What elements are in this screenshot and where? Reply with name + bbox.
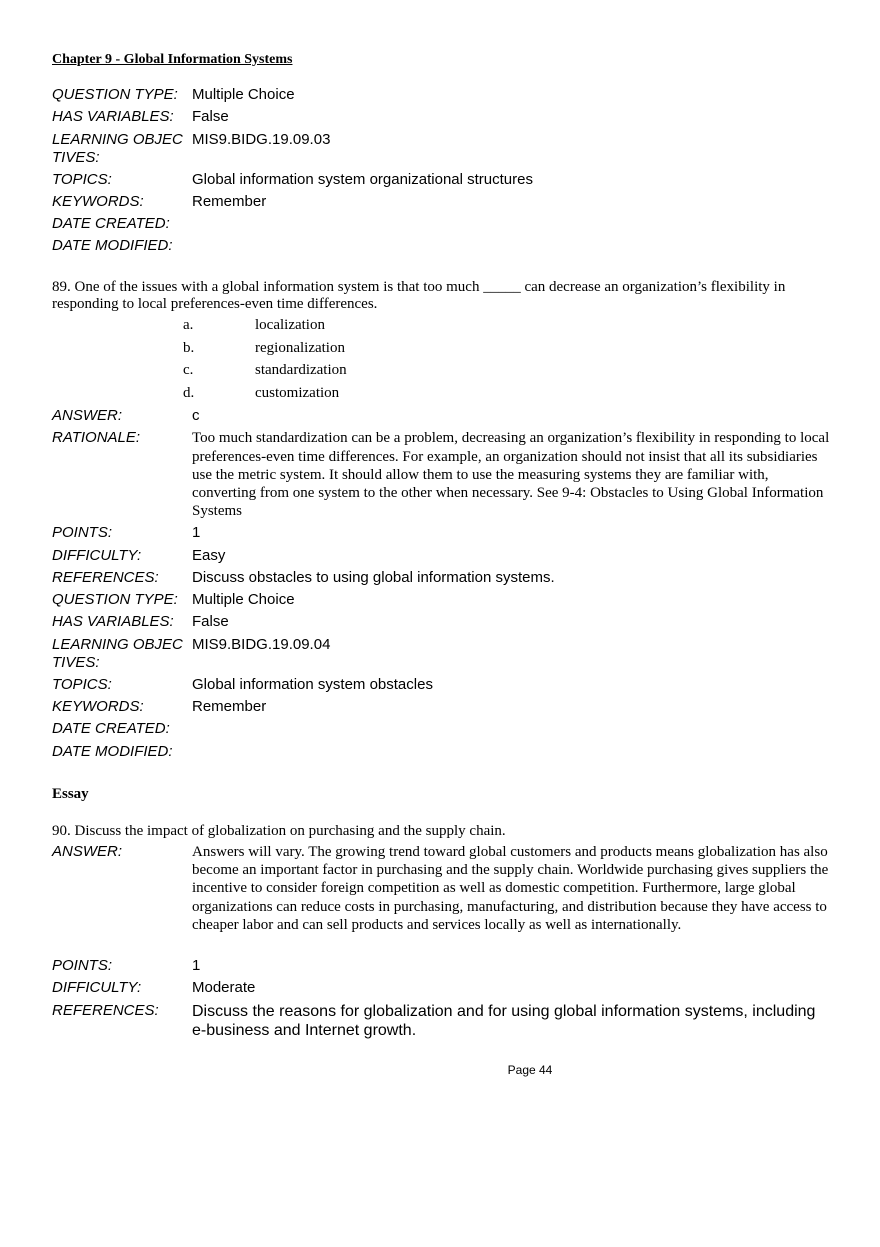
meta-row-rationale <box>52 429 832 524</box>
meta-row-date-modified <box>52 237 832 259</box>
value-difficulty: Easy <box>192 546 226 564</box>
label-date-modified: DATE MODIFIED: <box>52 742 173 760</box>
label-keywords: KEYWORDS: <box>52 192 144 210</box>
question-89-text: 89. One of the issues with a global information system is that too much _____ can decrease an organization’s flexibility in responding to local preferences-even time differences. <box>52 279 786 312</box>
label-points: POINTS: <box>52 524 113 542</box>
meta-row-topics <box>52 171 832 193</box>
meta-row-points <box>52 524 832 546</box>
meta-row-answer <box>52 407 832 429</box>
meta-block-2 <box>52 407 832 765</box>
meta-row-has-variables <box>52 108 832 130</box>
label-date-created: DATE CREATED: <box>52 720 170 738</box>
value-difficulty: Moderate <box>192 979 256 997</box>
label-keywords: KEYWORDS: <box>52 698 144 716</box>
label-learning-objectives: LEARNING OBJECTIVES: <box>52 130 183 166</box>
label-references: REFERENCES: <box>52 568 159 586</box>
meta-block-1 <box>52 86 832 260</box>
question-90-text: 90. Discuss the impact of globalization on purchasing and the supply chain. <box>52 823 506 839</box>
value-learning-objectives: MIS9.BIDG.19.09.03 <box>192 130 331 148</box>
choice-text: standardization <box>255 362 347 378</box>
value-has-variables: False <box>192 108 229 126</box>
value-learning-objectives: MIS9.BIDG.19.09.04 <box>192 635 331 653</box>
meta-row-topics <box>52 676 832 698</box>
choice-a <box>183 316 347 339</box>
choice-letter: b. <box>183 339 195 356</box>
meta-row-keywords <box>52 193 832 215</box>
label-topics: TOPICS: <box>52 170 112 188</box>
meta-row-keywords <box>52 698 832 720</box>
meta-row-learning-objectives <box>52 131 832 171</box>
value-question-type: Multiple Choice <box>192 86 295 103</box>
meta-row-difficulty <box>52 979 832 1001</box>
choice-letter: d. <box>183 384 195 401</box>
meta-row-references <box>52 569 832 591</box>
choice-b <box>183 339 347 362</box>
page-number: Page 44 <box>507 1063 553 1077</box>
label-topics: TOPICS: <box>52 675 112 693</box>
meta-row-points <box>52 957 832 979</box>
label-points: POINTS: <box>52 957 113 974</box>
choice-letter: a. <box>183 317 194 333</box>
question-89-choices <box>183 316 347 406</box>
value-references: Discuss the reasons for globalization and for using global information systems, including e-business and Internet growth. <box>192 1002 816 1039</box>
value-topics: Global information system obstacles <box>192 675 433 693</box>
label-date-created: DATE CREATED: <box>52 215 170 233</box>
label-question-type: QUESTION TYPE: <box>52 591 178 609</box>
label-rationale: RATIONALE: <box>52 429 141 447</box>
label-has-variables: HAS VARIABLES: <box>52 613 174 631</box>
value-answer: c <box>192 407 200 424</box>
value-has-variables: False <box>192 613 229 631</box>
choice-text: localization <box>255 317 325 333</box>
label-difficulty: DIFFICULTY: <box>52 546 142 564</box>
choice-letter: c. <box>183 362 194 378</box>
label-date-modified: DATE MODIFIED: <box>52 237 173 255</box>
label-has-variables: HAS VARIABLES: <box>52 108 174 126</box>
value-question-type: Multiple Choice <box>192 591 295 609</box>
meta-row-answer <box>52 843 832 957</box>
meta-row-learning-objectives <box>52 636 832 676</box>
meta-row-question-type <box>52 591 832 613</box>
chapter-title: Chapter 9 - Global Information Systems <box>52 52 293 67</box>
value-rationale: Too much standardization can be a problem, decreasing an organization’s flexibility in responding to local preferences-even time differences. For example, an organization should not insist that all its subsidiaries use the metric system. It should allow them to use the measuring systems they are familiar with, converting from one system to the other when necessary. See 9-4: Obstacles to Using Global Information Systems <box>192 430 830 520</box>
choice-d <box>183 384 347 407</box>
label-question-type: QUESTION TYPE: <box>52 86 178 103</box>
meta-row-date-modified <box>52 743 832 765</box>
value-topics: Global information system organizational structures <box>192 170 533 188</box>
value-points: 1 <box>192 957 201 974</box>
meta-row-question-type <box>52 86 832 108</box>
value-keywords: Remember <box>192 698 267 716</box>
section-heading-essay: Essay <box>52 786 89 802</box>
label-answer: ANSWER: <box>52 407 123 424</box>
label-answer: ANSWER: <box>52 843 123 860</box>
value-answer: Answers will vary. The growing trend toward global customers and products means globalization has also become an important factor in purchasing and the supply chain. Worldwide purchasing gives suppliers the incentive to consider foreign competition as well as domestic competition. Furthermore, large global organizations can reduce costs in purchasing, manufacturing, and distribution because they have access to cheaper labor and can sell products and services locally as well as internationally. <box>192 844 829 933</box>
label-learning-objectives: LEARNING OBJECTIVES: <box>52 635 183 671</box>
meta-row-has-variables <box>52 613 832 635</box>
choice-c <box>183 361 347 384</box>
meta-row-date-created <box>52 215 832 237</box>
choice-text: regionalization <box>255 339 345 356</box>
value-references: Discuss obstacles to using global information systems. <box>192 568 555 586</box>
label-references: REFERENCES: <box>52 1001 159 1019</box>
meta-row-references <box>52 1002 832 1042</box>
meta-row-date-created <box>52 720 832 742</box>
meta-row-difficulty <box>52 547 832 569</box>
label-difficulty: DIFFICULTY: <box>52 979 142 997</box>
value-points: 1 <box>192 524 201 542</box>
meta-block-3 <box>52 843 832 1042</box>
choice-text: customization <box>255 384 340 401</box>
value-keywords: Remember <box>192 192 267 210</box>
